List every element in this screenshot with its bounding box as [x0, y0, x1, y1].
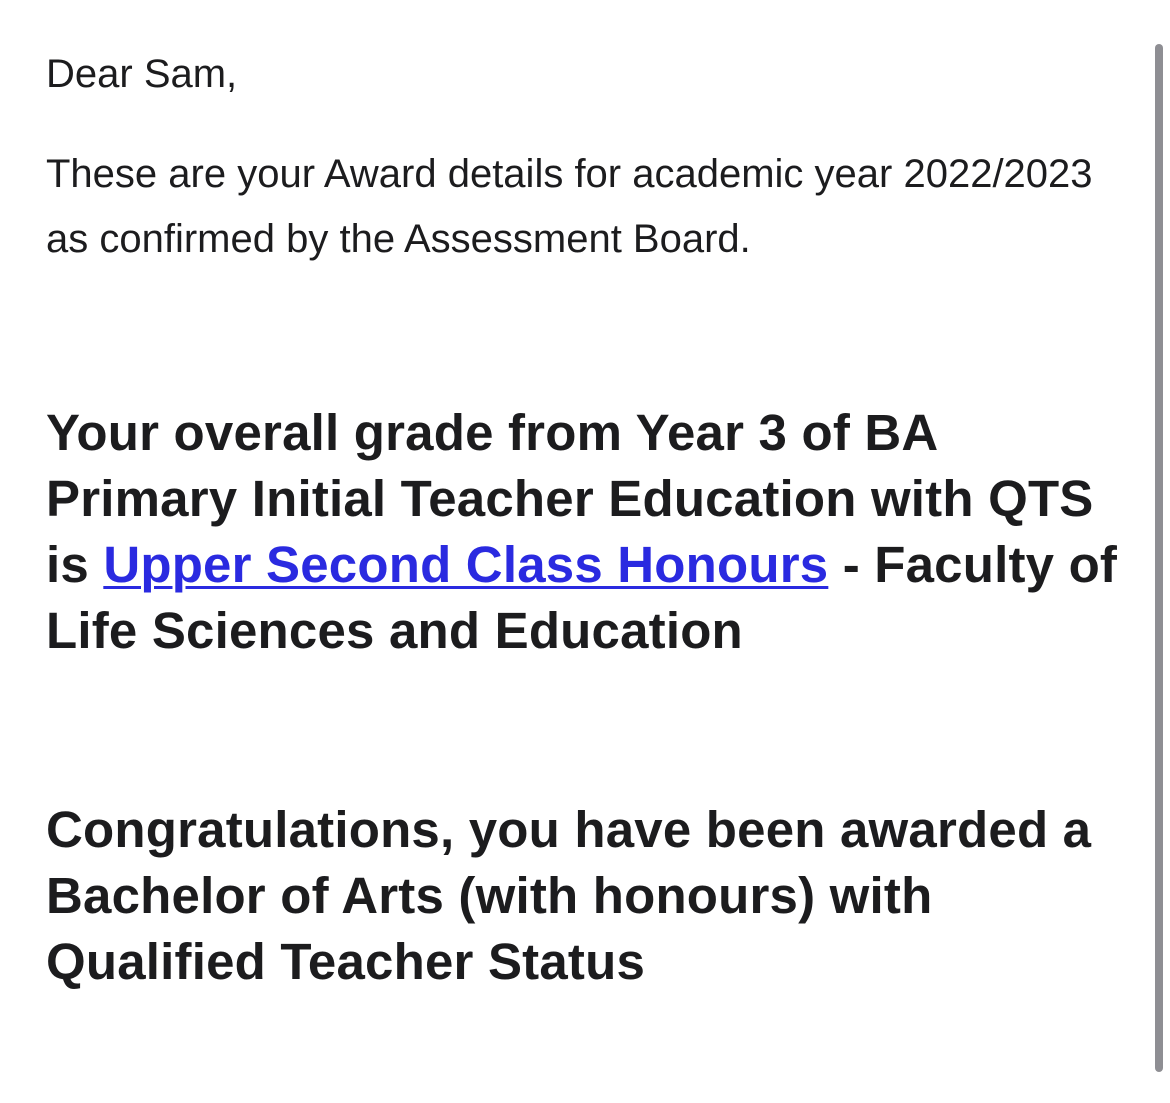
award-intro-text: These are your Award details for academic year 2022/2023 as confirmed by the Assessment Board.: [46, 152, 1093, 261]
grade-prefix: Your overall grade from Year 3 of BA Primary Initial Teacher Education with QTS is: [46, 404, 1094, 593]
vertical-scrollbar[interactable]: [1150, 0, 1170, 1103]
scrollbar-thumb[interactable]: [1155, 44, 1163, 1072]
email-greeting: Dear Sam,: [46, 52, 238, 96]
grade-statement: [46, 400, 1126, 664]
grade-classification-link[interactable]: Upper Second Class Honours: [103, 536, 829, 593]
grade-suffix: - Faculty of Life Sciences and Education: [46, 536, 1118, 659]
congratulations-text: Congratulations, you have been awarded a Bachelor of Arts (with honours) with Qualified Teacher Status: [46, 801, 1092, 990]
